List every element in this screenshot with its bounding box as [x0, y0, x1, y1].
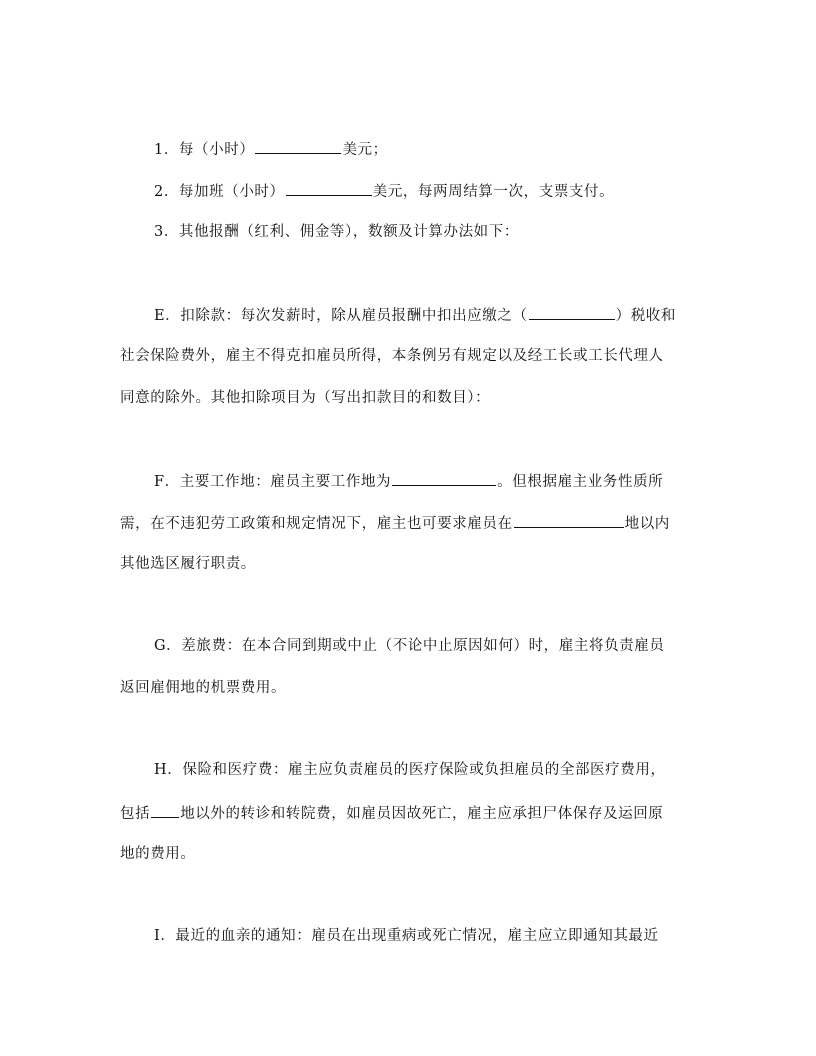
section-e-line-1: [154, 304, 734, 326]
section-e-line-3: [120, 388, 700, 408]
section-f-text-2a: 需，在不违犯劳工政策和规定情况下，雇主也可要求雇员在: [120, 516, 513, 532]
section-h-line-1: [154, 760, 734, 780]
tax-type-blank[interactable]: [529, 304, 615, 320]
section-g-text-1: G．差旅费：在本合同到期或中止（不论中止原因如何）时，雇主将负责雇员: [154, 638, 665, 654]
section-e-text-a: E．扣除款：每次发薪时，除从雇员报酬中扣出应缴之（: [154, 308, 528, 324]
hourly-rate-blank[interactable]: [255, 138, 341, 154]
section-e-text-3: 同意的除外。其他扣除项目为（写出扣款目的和数目）：: [120, 390, 491, 406]
pay-item-3-text: 3．其他报酬（红利、佣金等），数额及计算办法如下：: [154, 224, 519, 240]
section-i-line-1: [154, 926, 734, 946]
section-h-text-1: H．保险和医疗费：雇主应负责雇员的医疗保险或负担雇员的全部医疗费用，: [154, 762, 666, 778]
section-e-line-2: [120, 346, 700, 366]
section-e-text-b: ）税收和: [615, 308, 676, 324]
overtime-rate-blank[interactable]: [286, 180, 372, 196]
pay-item-2-suffix: 美元，每两周结算一次，支票支付。: [372, 184, 615, 200]
section-g-line-1: [154, 636, 734, 656]
pay-item-3: [154, 222, 734, 242]
section-g-line-2: [120, 678, 700, 698]
section-f-text-2b: 地以内: [624, 516, 670, 532]
section-h-text-2a: 包括: [120, 806, 151, 822]
section-h-text-2b: 地以外的转诊和转院费，如雇员因故死亡，雇主应承担尸体保存及运回原: [180, 806, 664, 822]
section-f-line-2: [120, 512, 700, 534]
region-blank[interactable]: [514, 512, 624, 528]
pay-item-2: [154, 180, 734, 202]
section-h-text-3: 地的费用。: [120, 846, 196, 862]
section-f-text-b: 。但根据雇主业务性质所: [497, 474, 664, 490]
referral-location-blank[interactable]: [151, 802, 179, 818]
section-f-text-a: F．主要工作地：雇员主要工作地为: [154, 474, 392, 490]
pay-item-1-suffix: 美元；: [342, 142, 388, 158]
section-h-line-3: [120, 844, 700, 864]
pay-item-1: [154, 138, 734, 160]
pay-item-2-text: 2．每加班（小时）: [154, 184, 285, 200]
section-i-text-1: I．最近的血亲的通知：雇员在出现重病或死亡情况，雇主应立即通知其最近: [154, 928, 659, 944]
section-f-text-3: 其他选区履行职责。: [120, 556, 256, 572]
section-f-line-1: [154, 470, 734, 492]
section-g-text-2: 返回雇佣地的机票费用。: [120, 680, 287, 696]
work-location-blank[interactable]: [392, 470, 496, 486]
section-f-line-3: [120, 554, 700, 574]
pay-item-1-text: 1．每（小时）: [154, 142, 255, 158]
section-e-text-2: 社会保险费外，雇主不得克扣雇员所得，本条例另有规定以及经工长或工长代理人: [120, 348, 664, 364]
section-h-line-2: [120, 802, 700, 824]
